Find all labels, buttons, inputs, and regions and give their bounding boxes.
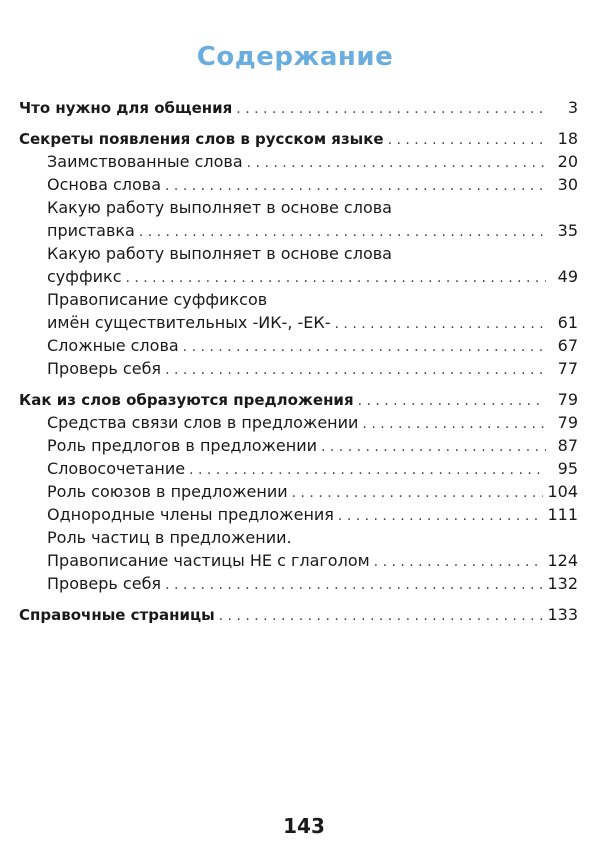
toc-entry-page: 104 (547, 482, 578, 501)
toc-entry (19, 434, 578, 457)
page-title: Содержание (196, 42, 394, 72)
leader-dots (335, 313, 546, 336)
toc-entry-text: Проверь себя (47, 359, 162, 378)
toc-entry-page: 20 (557, 152, 578, 171)
toc-entry-page: 30 (557, 175, 578, 194)
toc-entry-page: 77 (557, 359, 578, 378)
leader-dots (388, 129, 546, 152)
toc-entry-text: Какую работу выполняет в основе слова (47, 244, 392, 263)
leader-dots (125, 267, 546, 290)
toc-entry-page: 67 (557, 336, 578, 355)
toc-entry-page: 132 (547, 574, 578, 593)
leader-dots (183, 336, 546, 359)
toc-entry-text: Заимствованные слова (47, 152, 243, 171)
toc-section (19, 603, 578, 626)
toc-entry (19, 334, 578, 357)
leader-dots (374, 551, 544, 574)
toc-entry-text: Правописание частицы НЕ с глаголом (47, 551, 370, 570)
section-heading (19, 96, 578, 119)
toc-section (19, 127, 578, 380)
leader-dots (165, 574, 543, 597)
toc-entry (19, 526, 578, 549)
leader-dots (247, 152, 546, 175)
toc-entry-text: Словосочетание (47, 459, 186, 478)
section-heading-page: 79 (557, 390, 578, 409)
section-heading-page: 18 (557, 129, 578, 148)
leader-dots (321, 436, 546, 459)
section-heading (19, 603, 578, 626)
leader-dots (165, 175, 546, 198)
toc-entry-text: Правописание суффиксов (47, 290, 268, 309)
toc-entry-text: Роль частиц в предложении. (47, 528, 292, 547)
toc-entry-page: 61 (557, 313, 578, 332)
toc-entry-page: 87 (557, 436, 578, 455)
leader-dots (236, 98, 546, 121)
toc-entry (19, 150, 578, 173)
toc-entry-text: Роль предлогов в предложении (47, 436, 317, 455)
toc-entry (19, 457, 578, 480)
section-heading-page: 3 (567, 98, 578, 117)
section-heading (19, 388, 578, 411)
leader-dots (165, 359, 546, 382)
section-heading (19, 127, 578, 150)
toc-entry (19, 265, 578, 288)
leader-dots (358, 390, 546, 413)
leader-dots (189, 459, 546, 482)
toc-entry (19, 196, 578, 219)
toc-entry (19, 572, 578, 595)
toc-entry-text: Какую работу выполняет в основе слова (47, 198, 392, 217)
toc-entry-text: Однородные члены предложения (47, 505, 334, 524)
leader-dots (292, 482, 544, 505)
toc-entry (19, 288, 578, 311)
toc-entry (19, 357, 578, 380)
toc-entry (19, 549, 578, 572)
toc-entry-page: 111 (547, 505, 578, 524)
table-of-contents (19, 96, 578, 634)
toc-entry-page: 124 (547, 551, 578, 570)
leader-dots (139, 221, 546, 244)
leader-dots (362, 413, 546, 436)
toc-entry-text: Средства связи слов в предложении (47, 413, 359, 432)
toc-entry-page: 95 (557, 459, 578, 478)
section-heading-text: Что нужно для общения (19, 99, 233, 117)
toc-entry (19, 503, 578, 526)
toc-entry (19, 173, 578, 196)
toc-entry-page: 35 (557, 221, 578, 240)
toc-entry-text: приставка (47, 221, 135, 240)
toc-section (19, 388, 578, 595)
toc-entry-text: суффикс (47, 267, 122, 286)
toc-entry (19, 311, 578, 334)
toc-entry-text: Роль союзов в предложении (47, 482, 288, 501)
toc-entry-text: Сложные слова (47, 336, 179, 355)
page-number: 143 (283, 814, 325, 838)
toc-entry (19, 242, 578, 265)
leader-dots (338, 505, 544, 528)
toc-entry-text: Проверь себя (47, 574, 162, 593)
leader-dots (219, 605, 544, 628)
toc-entry (19, 411, 578, 434)
toc-entry (19, 219, 578, 242)
toc-entry-text: имён существительных -ИК-, -ЕК- (47, 313, 331, 332)
section-heading-text: Как из слов образуются предложения (19, 391, 354, 409)
toc-section (19, 96, 578, 119)
toc-entry-page: 49 (557, 267, 578, 286)
toc-entry-text: Основа слова (47, 175, 162, 194)
toc-entry (19, 480, 578, 503)
section-heading-text: Справочные страницы (19, 606, 215, 624)
section-heading-page: 133 (547, 605, 578, 624)
section-heading-text: Секреты появления слов в русском языке (19, 130, 384, 148)
toc-entry-page: 79 (557, 413, 578, 432)
